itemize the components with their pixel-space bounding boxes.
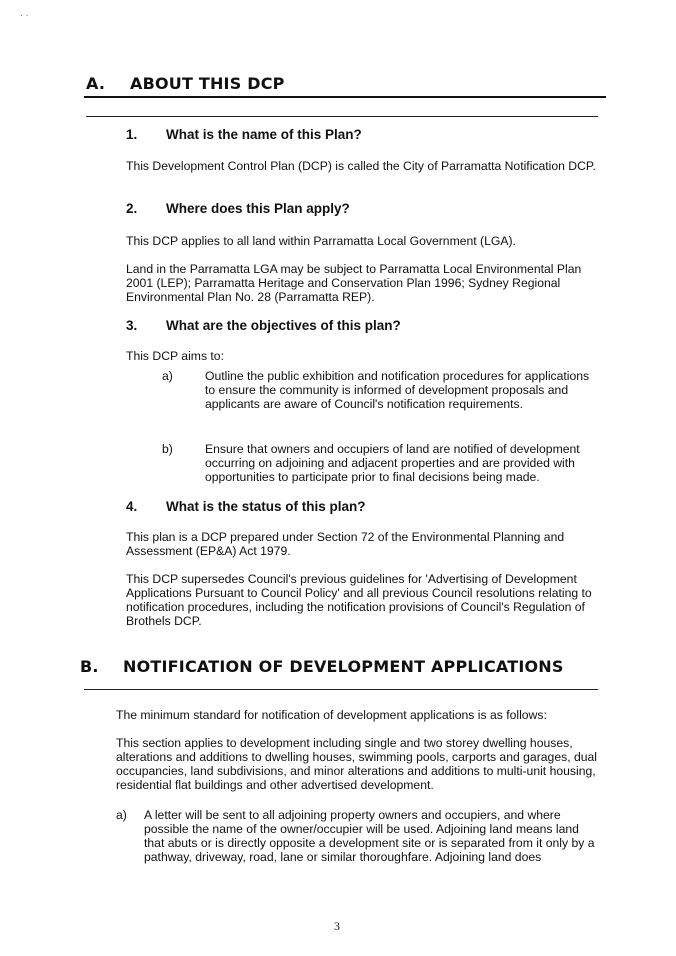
objective-b-text: Ensure that owners and occupiers of land are notified of development occurring on adjoining and adjacent properties and are provided with opportunities to participate prior to final decisions being made. [205,442,580,484]
section-a-underline [84,96,606,98]
question-2-text-1: This DCP applies to all land within Parramatta Local Government (LGA). [126,234,516,248]
question-3-number: 3. [126,318,138,333]
notification-item-a-text: A letter will be sent to all adjoining property owners and occupiers, and where possible the name of the owner/occupier will be used. Adjoining land means land that abuts or is directly opposite a development site or is separated from it only by a pathway, driveway, road, lane or similar thoroughfare. Adjoining land does [144,808,595,864]
question-4-title: What is the status of this plan? [166,499,366,514]
scan-marks: · · [20,10,29,20]
question-2-heading [126,201,350,216]
section-a-heading [86,74,606,93]
objective-b-letter: b) [162,442,173,456]
question-1-title: What is the name of this Plan? [166,127,362,142]
section-b-text-1: The minimum standard for notification of development applications is as follows: [116,708,547,722]
section-b-divider [84,689,598,690]
question-3-intro: This DCP aims to: [126,349,224,363]
question-3-title: What are the objectives of this plan? [166,318,401,333]
question-1-number: 1. [126,127,138,142]
page-number: 3 [334,919,340,933]
section-a-title: ABOUT THIS DCP [130,74,285,93]
section-b-letter: B. [80,657,99,676]
section-b-text-2: This section applies to development including single and two storey dwelling houses, alterations and additions to dwelling houses, swimming pools, carports and garages, dual occupancies, land subdivisions, and minor alterations and additions to multi-unit housing, residential flat buildings and other advertised development. [116,736,598,792]
question-4-number: 4. [126,499,138,514]
notification-item-a-letter: a) [116,808,127,822]
question-1-text: This Development Control Plan (DCP) is called the City of Parramatta Notification DCP. [126,159,596,173]
question-4-text-2: This DCP supersedes Council's previous guidelines for 'Advertising of Development Applications Pursuant to Council Policy' and all previous Council resolutions relating to notification procedures, including the notification provisions of Council's Regulation of Brothels DCP. [126,572,592,628]
question-4-text-1: This plan is a DCP prepared under Section 72 of the Environmental Planning and Assessment (EP&A) Act 1979. [126,530,565,558]
question-2-number: 2. [126,201,138,216]
section-a-divider [86,116,598,117]
question-2-text-2: Land in the Parramatta LGA may be subject to Parramatta Local Environmental Plan 2001 (LEP); Parramatta Heritage and Conservation Plan 1996; Sydney Regional Environmental Plan No. 28 (Parramatta REP). [126,262,582,304]
objective-a-letter: a) [162,369,173,383]
section-b-title: NOTIFICATION OF DEVELOPMENT APPLICATIONS [123,657,564,676]
question-4-heading [126,499,366,514]
question-1-heading [126,127,362,142]
question-2-title: Where does this Plan apply? [166,201,350,216]
question-3-heading [126,318,401,333]
objective-a-text: Outline the public exhibition and notification procedures for applications to ensure the community is informed of development proposals and applicants are aware of Council's notification requirements. [205,369,590,411]
section-b-heading [80,657,620,676]
section-a-letter: A. [86,74,106,93]
